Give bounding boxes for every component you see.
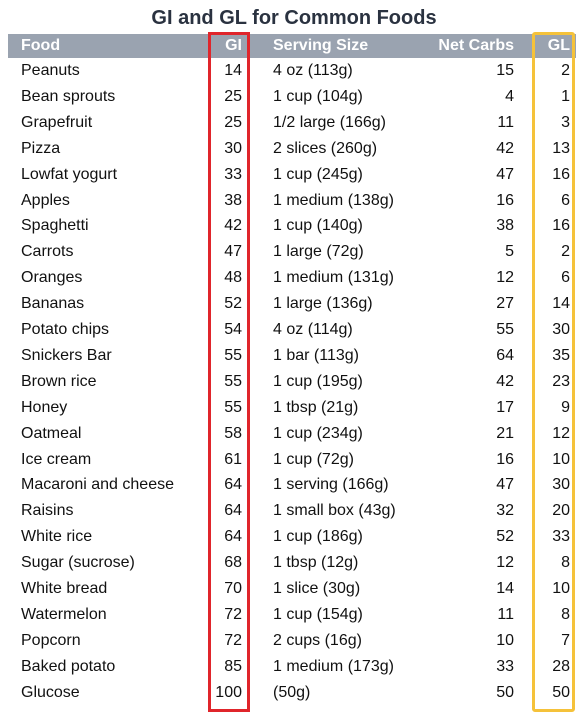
net-carbs-cell: 17	[496, 398, 514, 416]
gi-cell: 64	[224, 502, 242, 520]
food-cell: Grapefruit	[21, 113, 93, 131]
net-carbs-cell: 38	[496, 217, 514, 235]
net-carbs-cell: 12	[496, 554, 514, 572]
net-carbs-cell: 47	[496, 165, 514, 183]
net-carbs-cell: 32	[496, 502, 514, 520]
net-carbs-cell: 50	[496, 683, 514, 701]
food-cell: Ice cream	[21, 450, 92, 468]
table-row	[8, 680, 576, 706]
table-row	[8, 524, 576, 550]
gl-cell: 30	[552, 321, 570, 338]
gi-cell: 72	[224, 605, 242, 623]
serving-size-cell: 1 cup (245g)	[273, 165, 363, 183]
serving-size-cell: 4 oz (113g)	[273, 62, 353, 79]
gi-cell: 47	[224, 243, 242, 261]
gi-column-highlight	[208, 32, 250, 712]
table-row	[8, 110, 576, 136]
serving-size-cell: 1 large (72g)	[273, 243, 364, 261]
gi-cell: 54	[224, 321, 242, 338]
serving-size-cell: 1 serving (166g)	[273, 476, 389, 494]
table-row	[8, 317, 576, 343]
serving-size-cell: 1 slice (30g)	[273, 580, 361, 597]
gl-cell: 9	[561, 398, 570, 416]
table-row	[8, 498, 576, 524]
table-row	[8, 654, 576, 680]
gl-cell: 35	[552, 346, 570, 364]
table-row	[8, 136, 576, 162]
gl-cell: 3	[561, 113, 570, 131]
gl-cell: 16	[552, 165, 570, 183]
net-carbs-cell: 21	[496, 424, 514, 442]
gi-cell: 68	[224, 554, 242, 572]
gl-cell: 6	[561, 269, 570, 287]
food-cell: Baked potato	[21, 657, 116, 675]
table-row	[8, 162, 576, 188]
gl-cell: 23	[552, 372, 570, 390]
page-title: GI and GL for Common Foods	[151, 7, 437, 29]
net-carbs-cell: 5	[505, 243, 514, 261]
table-row	[8, 602, 576, 628]
gi-cell: 38	[224, 191, 242, 209]
table-row	[8, 550, 576, 576]
gi-cell: 70	[224, 580, 242, 597]
table-row	[8, 291, 576, 317]
food-cell: Pizza	[21, 139, 61, 157]
table-row	[8, 395, 576, 421]
table-row	[8, 343, 576, 369]
serving-size-cell: 1 cup (186g)	[273, 528, 363, 546]
net-carbs-cell: 47	[496, 476, 514, 494]
food-cell: Lowfat yogurt	[21, 165, 118, 183]
gl-cell: 6	[561, 191, 570, 209]
food-cell: Oranges	[21, 269, 83, 287]
gi-cell: 55	[224, 372, 242, 390]
gi-cell: 61	[224, 450, 242, 468]
gi-cell: 58	[224, 424, 242, 442]
food-cell: Spaghetti	[21, 217, 89, 235]
net-carbs-cell: 15	[496, 62, 514, 79]
food-cell: Snickers Bar	[21, 346, 112, 364]
net-carbs-cell: 10	[496, 631, 514, 649]
gi-cell: 25	[224, 87, 242, 105]
header-net-carbs: Net Carbs	[438, 37, 514, 54]
serving-size-cell: 1 small box (43g)	[273, 502, 396, 520]
serving-size-cell: 1 cup (234g)	[273, 424, 363, 442]
serving-size-cell: 1 tbsp (21g)	[273, 398, 359, 416]
net-carbs-cell: 11	[497, 605, 514, 623]
table-row	[8, 58, 576, 84]
food-cell: Popcorn	[21, 631, 81, 649]
gl-cell: 16	[552, 217, 570, 235]
header-serving-size: Serving Size	[273, 37, 369, 54]
food-cell: Bananas	[21, 295, 85, 313]
net-carbs-cell: 42	[496, 139, 514, 157]
gi-cell: 64	[224, 476, 242, 494]
table-row	[8, 421, 576, 447]
gl-cell: 1	[561, 87, 570, 105]
gi-cell: 14	[224, 62, 242, 79]
gl-cell: 12	[552, 424, 570, 442]
gi-cell: 72	[224, 631, 242, 649]
net-carbs-cell: 52	[496, 528, 514, 546]
table-row	[8, 265, 576, 291]
gl-cell: 8	[561, 554, 570, 572]
net-carbs-cell: 16	[496, 191, 514, 209]
table-row	[8, 213, 576, 239]
gi-cell: 25	[224, 113, 242, 131]
serving-size-cell: 1 cup (140g)	[273, 217, 363, 235]
food-cell: Macaroni and cheese	[21, 476, 174, 494]
net-carbs-cell: 16	[496, 450, 514, 468]
serving-size-cell: (50g)	[273, 683, 311, 701]
table-row	[8, 472, 576, 498]
food-cell: Bean sprouts	[21, 87, 116, 105]
serving-size-cell: 1 cup (154g)	[273, 605, 363, 623]
gl-cell: 8	[561, 605, 570, 623]
net-carbs-cell: 64	[496, 346, 514, 364]
food-cell: Brown rice	[21, 372, 97, 390]
food-cell: Sugar (sucrose)	[21, 554, 135, 572]
gi-cell: 64	[224, 528, 242, 546]
serving-size-cell: 1 bar (113g)	[273, 346, 359, 364]
serving-size-cell: 1 cup (195g)	[273, 372, 363, 390]
gi-cell: 48	[224, 269, 242, 287]
net-carbs-cell: 12	[496, 269, 514, 287]
net-carbs-cell: 42	[496, 372, 514, 390]
net-carbs-cell: 27	[496, 295, 514, 313]
gi-cell: 30	[224, 139, 242, 157]
food-cell: Watermelon	[21, 605, 107, 623]
net-carbs-cell: 11	[497, 113, 514, 131]
food-cell: White bread	[21, 580, 108, 597]
net-carbs-cell: 4	[505, 87, 514, 105]
table-row	[8, 628, 576, 654]
gl-cell: 20	[552, 502, 570, 520]
gi-cell: 85	[224, 657, 242, 675]
gl-cell: 13	[552, 139, 570, 157]
gl-cell: 2	[561, 243, 570, 261]
header-gi: GI	[225, 37, 242, 54]
food-cell: Potato chips	[21, 321, 110, 338]
food-cell: Carrots	[21, 243, 74, 261]
net-carbs-cell: 33	[496, 657, 514, 675]
gl-cell: 50	[552, 683, 570, 701]
gl-cell: 2	[561, 62, 570, 79]
gl-cell: 10	[552, 450, 570, 468]
serving-size-cell: 1 medium (173g)	[273, 657, 394, 675]
food-cell: Honey	[21, 398, 68, 416]
gl-cell: 7	[561, 631, 570, 649]
serving-size-cell: 2 slices (260g)	[273, 139, 378, 157]
serving-size-cell: 1 large (136g)	[273, 295, 373, 313]
serving-size-cell: 1/2 large (166g)	[273, 113, 386, 131]
serving-size-cell: 1 tbsp (12g)	[273, 554, 359, 572]
table-row	[8, 84, 576, 110]
gi-cell: 33	[224, 165, 242, 183]
table-row	[8, 239, 576, 265]
table-row	[8, 447, 576, 473]
gi-cell: 52	[224, 295, 242, 313]
food-cell: Oatmeal	[21, 424, 82, 442]
serving-size-cell: 1 cup (104g)	[273, 87, 363, 105]
food-cell: Glucose	[21, 683, 80, 701]
gl-cell: 10	[552, 580, 570, 597]
food-cell: Peanuts	[21, 62, 80, 79]
gl-cell: 33	[552, 528, 570, 546]
food-cell: Raisins	[21, 502, 74, 520]
table-row	[8, 188, 576, 214]
serving-size-cell: 1 medium (131g)	[273, 269, 394, 287]
gi-cell: 42	[224, 217, 242, 235]
food-cell: White rice	[21, 528, 93, 546]
header-food: Food	[21, 37, 61, 54]
serving-size-cell: 2 cups (16g)	[273, 631, 362, 649]
gl-cell: 14	[552, 295, 570, 313]
net-carbs-cell: 14	[496, 580, 514, 597]
food-cell: Apples	[21, 191, 70, 209]
gi-cell: 55	[224, 398, 242, 416]
gl-cell: 30	[552, 476, 570, 494]
table-row	[8, 576, 576, 602]
gi-cell: 55	[224, 346, 242, 364]
serving-size-cell: 1 cup (72g)	[273, 450, 354, 468]
gl-column-highlight	[532, 32, 575, 712]
serving-size-cell: 4 oz (114g)	[273, 321, 353, 338]
serving-size-cell: 1 medium (138g)	[273, 191, 394, 209]
gi-cell: 100	[215, 683, 242, 701]
table-row	[8, 369, 576, 395]
gl-cell: 28	[552, 657, 570, 675]
header-gl: GL	[547, 37, 570, 54]
net-carbs-cell: 55	[496, 321, 514, 338]
